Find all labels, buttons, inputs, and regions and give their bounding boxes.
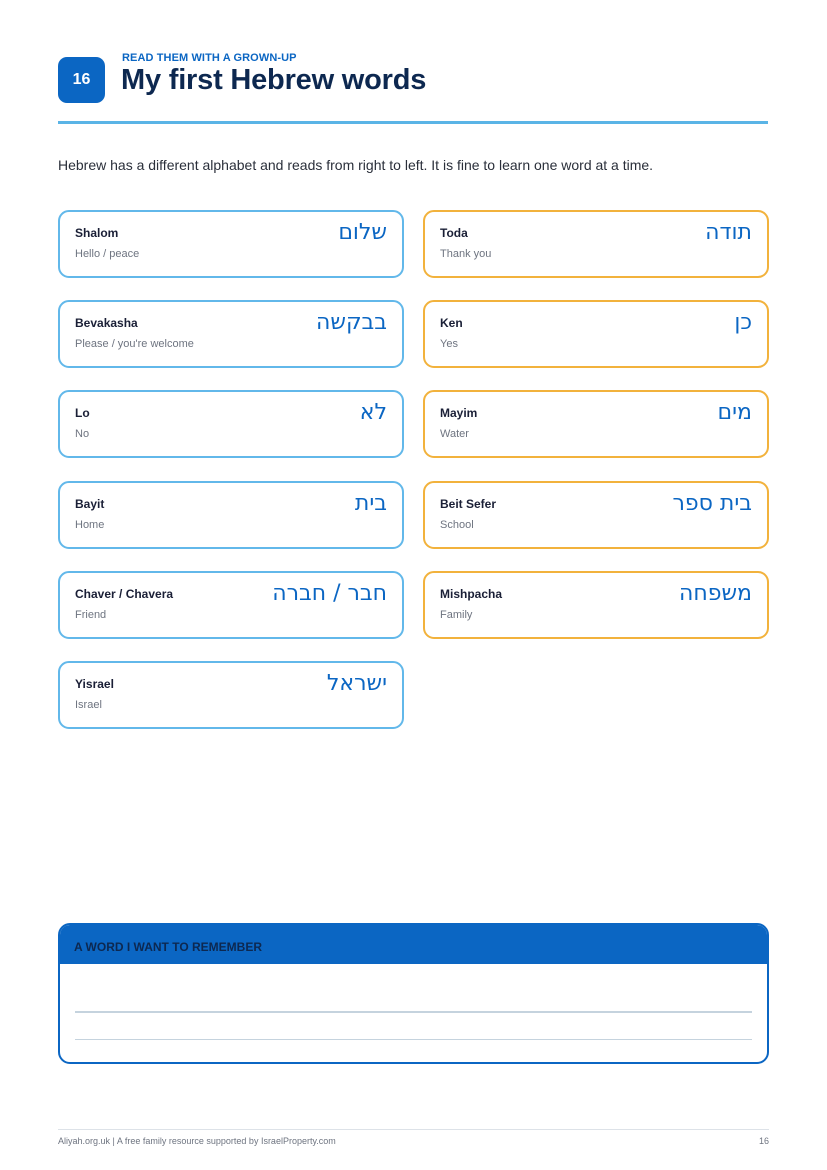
page-number: 16	[72, 71, 91, 88]
word-hebrew: משפחה	[678, 581, 752, 606]
word-card-beit-sefer	[423, 481, 769, 549]
word-hebrew: ישראל	[326, 671, 387, 696]
word-meaning: Israel	[75, 699, 102, 711]
remember-header	[60, 925, 767, 964]
word-meaning: School	[440, 519, 474, 531]
word-transliteration: Shalom	[75, 226, 119, 240]
word-card-toda	[423, 210, 769, 278]
word-transliteration: Bevakasha	[75, 316, 138, 330]
word-card-ken	[423, 300, 769, 368]
word-hebrew: מים	[717, 400, 752, 425]
word-transliteration: Mishpacha	[440, 587, 503, 601]
title-divider	[58, 121, 768, 124]
word-hebrew: שלום	[338, 220, 387, 245]
remember-title: A WORD I WANT TO REMEMBER	[74, 939, 262, 954]
word-card-bayit	[58, 481, 404, 549]
footer-page-number: 16	[758, 1136, 769, 1146]
word-meaning: Please / you're welcome	[75, 338, 194, 350]
word-transliteration: Toda	[440, 226, 468, 240]
word-card-chaver	[58, 571, 404, 639]
word-transliteration: Beit Sefer	[440, 497, 497, 511]
word-transliteration: Bayit	[75, 497, 105, 511]
remember-box	[58, 923, 769, 1064]
writing-line[interactable]	[75, 1039, 752, 1040]
word-card-yisrael	[58, 661, 404, 729]
word-meaning: No	[75, 428, 90, 440]
word-card-bevakasha	[58, 300, 404, 368]
footer-divider	[58, 1129, 769, 1130]
page-title: My first Hebrew words	[121, 64, 427, 96]
word-transliteration: Ken	[440, 316, 463, 330]
word-meaning: Friend	[75, 609, 107, 621]
eyebrow-label: READ THEM WITH A GROWN-UP	[122, 52, 297, 64]
word-hebrew: בית	[354, 491, 387, 516]
word-meaning: Hello / peace	[75, 248, 140, 260]
page-number-badge	[58, 57, 105, 103]
word-hebrew: בית ספר	[672, 491, 752, 516]
word-card-shalom	[58, 210, 404, 278]
word-meaning: Thank you	[440, 248, 492, 260]
word-card-mishpacha	[423, 571, 769, 639]
word-hebrew: כן	[734, 310, 752, 335]
word-transliteration: Mayim	[440, 406, 478, 420]
word-meaning: Home	[75, 519, 105, 531]
word-hebrew: תודה	[705, 220, 752, 245]
word-transliteration: Chaver / Chavera	[75, 587, 174, 601]
word-meaning: Water	[440, 428, 469, 440]
word-meaning: Family	[440, 609, 473, 621]
intro-text: Hebrew has a different alphabet and reads from right to left. It is fine to learn one word at a time.	[58, 157, 654, 173]
word-meaning: Yes	[440, 338, 458, 350]
writing-line[interactable]	[75, 1011, 752, 1013]
word-hebrew: לא	[359, 400, 387, 425]
word-hebrew: חבר / חברה	[272, 581, 387, 606]
word-transliteration: Yisrael	[75, 677, 114, 691]
word-card-mayim	[423, 390, 769, 458]
word-card-lo	[58, 390, 404, 458]
word-transliteration: Lo	[75, 406, 90, 420]
word-hebrew: בבקשה	[315, 310, 387, 335]
footer-text: Aliyah.org.uk | A free family resource supported by IsraelProperty.com	[58, 1136, 336, 1146]
